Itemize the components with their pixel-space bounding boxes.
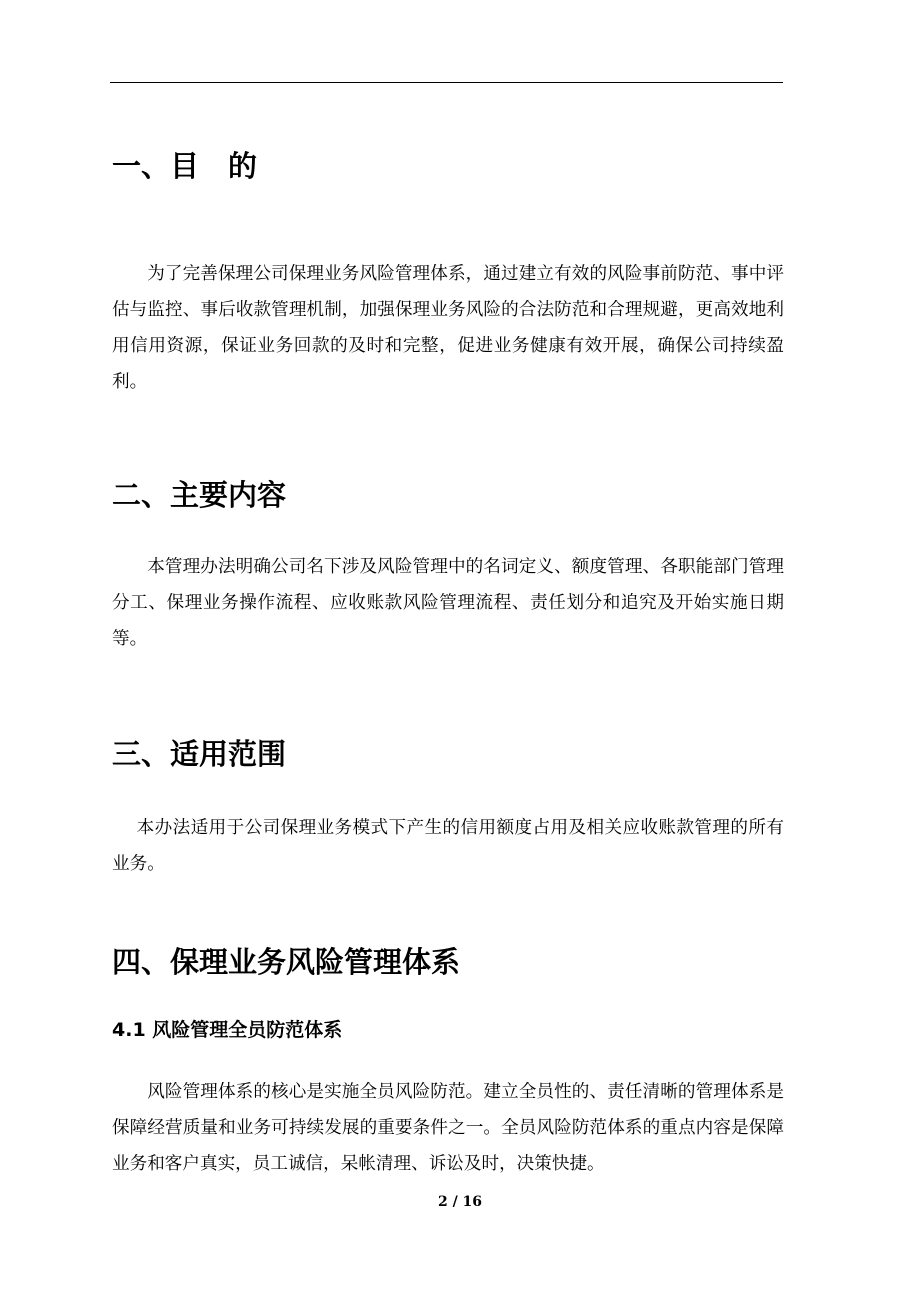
section-heading-purpose: 一、目 的 xyxy=(112,149,258,183)
header-rule xyxy=(110,82,783,83)
section-heading-scope: 三、适用范围 xyxy=(112,737,287,771)
subsection-heading-4-1: 4.1 风险管理全员防范体系 xyxy=(112,1019,343,1041)
section-paragraph-purpose: 为了完善保理公司保理业务风险管理体系，通过建立有效的风险事前防范、事中评估与监控、事后收款管理机制，加强保理业务风险的合法防范和合理规避，更高效地利用信用资源，保证业务回款的及时和完整，促进业务健康有效开展，确保公司持续盈利。 xyxy=(112,264,784,392)
subsection-paragraph-4-1: 风险管理体系的核心是实施全员风险防范。建立全员性的、责任清晰的管理体系是保障经营质量和业务可持续发展的重要条件之一。全员风险防范体系的重点内容是保障业务和客户真实，员工诚信，呆帐清理、诉讼及时，决策快捷。 xyxy=(112,1082,784,1174)
section-heading-main-content: 二、主要内容 xyxy=(112,478,287,512)
section-paragraph-scope: 本办法适用于公司保理业务模式下产生的信用额度占用及相关应收账款管理的所有业务。 xyxy=(112,818,784,874)
page-number: 2 / 16 xyxy=(437,1194,483,1210)
section-paragraph-main-content: 本管理办法明确公司名下涉及风险管理中的名词定义、额度管理、各职能部门管理分工、保理业务操作流程、应收账款风险管理流程、责任划分和追究及开始实施日期等。 xyxy=(112,557,784,649)
section-heading-risk-system: 四、保理业务风险管理体系 xyxy=(112,945,461,979)
